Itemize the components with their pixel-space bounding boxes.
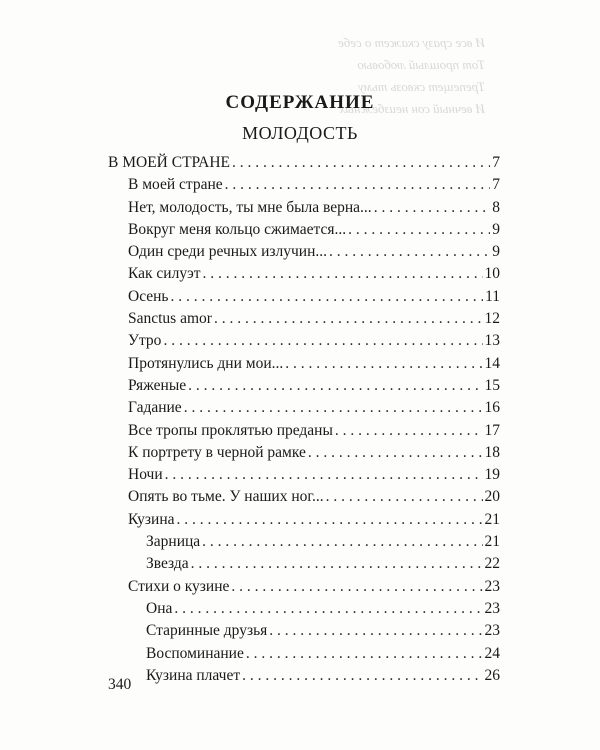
toc-entry-page: 23 (484, 599, 500, 617)
toc-entry-page: 7 (492, 154, 500, 171)
dot-leader (246, 645, 483, 663)
toc-entry-title: Кузина (128, 510, 175, 528)
toc-entry[interactable] (108, 466, 500, 488)
toc-entry-page: 8 (492, 198, 500, 216)
toc-entry[interactable] (108, 399, 500, 421)
toc-entry-title: Ночи (128, 466, 163, 484)
dot-leader (242, 667, 482, 685)
toc-entry[interactable] (108, 332, 500, 354)
page-number: 340 (108, 676, 132, 693)
toc-entry-title: В моей стране (128, 176, 223, 194)
toc-entry-title: Нет, молодость, ты мне была верна... (128, 198, 372, 216)
toc-entry[interactable] (108, 265, 500, 287)
toc-entry[interactable] (108, 377, 500, 399)
toc-entry[interactable] (108, 600, 500, 622)
toc-entry[interactable] (108, 511, 500, 533)
ghost-line: И вечный сон неизбежных (339, 101, 485, 116)
toc-entry-page: 14 (484, 354, 500, 372)
toc-entry-title: Утро (128, 332, 162, 350)
dot-leader (308, 444, 483, 462)
toc-entry-page: 24 (484, 644, 500, 662)
toc-entry[interactable] (108, 422, 500, 444)
page-title: СОДЕРЖАНИЕ (225, 92, 375, 113)
toc-entry-page: 12 (484, 310, 500, 328)
toc-entry-title: Вокруг меня кольцо сжимается... (128, 220, 347, 238)
toc-entry-page: 21 (484, 533, 500, 551)
toc-entry[interactable] (108, 221, 500, 243)
dot-leader (191, 555, 483, 573)
dot-leader (326, 488, 483, 506)
toc-entry[interactable] (108, 645, 500, 667)
toc-entry[interactable] (108, 578, 500, 600)
dot-leader (174, 600, 482, 618)
toc-entry-title: Воспоминание (146, 644, 244, 662)
dot-leader (165, 466, 483, 484)
toc-entry-page: 16 (484, 399, 500, 417)
toc-entry[interactable] (108, 533, 500, 555)
toc-entry-title: Все тропы проклятью преданы (128, 421, 333, 439)
toc-entry-title: Один среди речных излучин... (128, 243, 327, 261)
toc-entry-page: 21 (484, 510, 500, 528)
toc-entry-title: Ряженые (128, 376, 187, 394)
dot-leader (184, 399, 483, 417)
ghost-line: Тот прошлый любовью (357, 57, 485, 72)
dot-leader (269, 622, 482, 640)
toc-entry-title: Она (146, 599, 173, 617)
toc-entry-page: 17 (484, 421, 500, 439)
toc-entry[interactable] (108, 154, 500, 176)
toc-entry-title: Sanctus amor (128, 310, 212, 328)
toc-entry[interactable] (108, 667, 500, 689)
toc-entry-page: 10 (484, 265, 500, 283)
toc-entry-title: Осень (128, 287, 169, 305)
toc-entry-title: В МОЕЙ СТРАНЕ (108, 154, 231, 171)
toc-entry-title: Как силуэт (128, 265, 201, 283)
table-of-contents (108, 154, 500, 689)
toc-entry-title: К портрету в черной рамке (128, 443, 306, 461)
toc-entry-title: Старинные друзья (146, 622, 268, 640)
toc-entry-title: Опять во тьме. У наших ног... (128, 488, 324, 506)
toc-entry-title: Звезда (146, 555, 189, 573)
dot-leader (374, 199, 491, 217)
toc-entry-title: Кузина плачет (146, 666, 241, 684)
dot-leader (171, 288, 484, 306)
dot-leader (188, 377, 482, 395)
toc-entry[interactable] (108, 199, 500, 221)
toc-entry[interactable] (108, 288, 500, 310)
dot-leader (225, 176, 491, 194)
toc-entry-page: 26 (484, 666, 500, 684)
dot-leader (203, 265, 483, 283)
dot-leader (231, 578, 482, 596)
toc-entry-page: 15 (484, 376, 500, 394)
dot-leader (348, 221, 490, 239)
toc-entry-page: 7 (492, 176, 500, 194)
ghost-line: Трепещет сквозь тьму (357, 79, 485, 94)
toc-entry[interactable] (108, 555, 500, 577)
dot-leader (335, 422, 483, 440)
toc-entry-page: 9 (492, 220, 500, 238)
dot-leader (232, 154, 490, 172)
ghost-line: И все сразу скажет о себе (338, 35, 485, 50)
toc-entry-page: 23 (484, 622, 500, 640)
dot-leader (329, 243, 490, 261)
dot-leader (202, 533, 482, 551)
toc-entry-page: 18 (484, 443, 500, 461)
toc-entry-title: Зарница (146, 533, 201, 551)
toc-entry-title: Протянулись дни мои... (128, 354, 284, 372)
dot-leader (214, 310, 483, 328)
toc-entry-title: Стихи о кузине (128, 577, 230, 595)
toc-entry[interactable] (108, 488, 500, 510)
toc-entry[interactable] (108, 310, 500, 332)
toc-entry-page: 13 (484, 332, 500, 350)
dot-leader (285, 355, 482, 373)
toc-entry-page: 19 (484, 466, 500, 484)
section-title: МОЛОДОСТЬ (242, 123, 358, 143)
toc-entry-page: 20 (484, 488, 500, 506)
toc-entry-title: Гадание (128, 399, 182, 417)
toc-entry[interactable] (108, 176, 500, 198)
toc-entry[interactable] (108, 355, 500, 377)
toc-entry[interactable] (108, 622, 500, 644)
dot-leader (177, 511, 483, 529)
toc-entry-page: 11 (485, 287, 500, 305)
toc-entry-page: 22 (484, 555, 500, 573)
toc-entry-page: 9 (492, 243, 500, 261)
toc-entry[interactable] (108, 243, 500, 265)
dot-leader (163, 332, 482, 350)
toc-entry-page: 23 (484, 577, 500, 595)
toc-entry[interactable] (108, 444, 500, 466)
